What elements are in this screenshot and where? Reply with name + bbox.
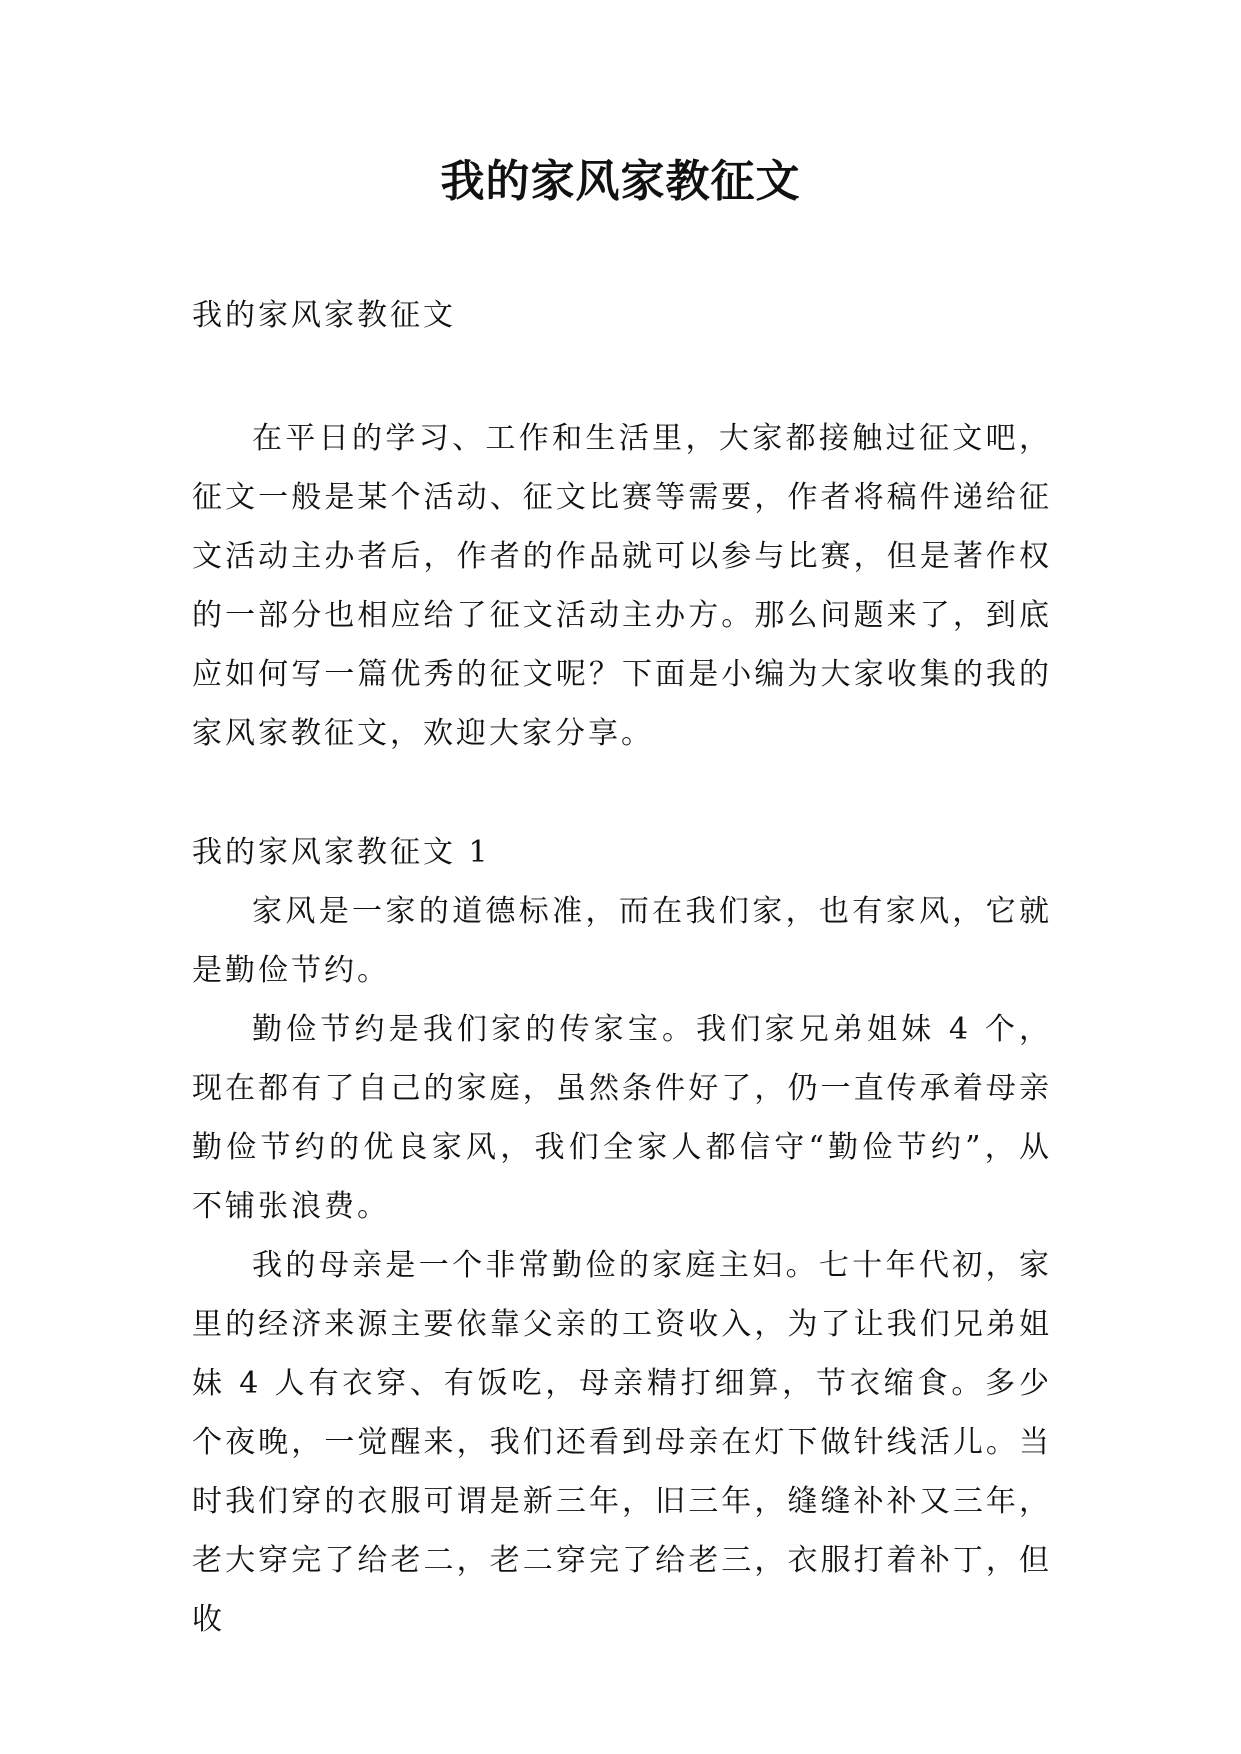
- body-paragraph: 家风是一家的道德标准，而在我们家，也有家风，它就是勤俭节约。: [192, 894, 1052, 988]
- document-body: [192, 286, 1052, 1649]
- spacer: [192, 763, 1052, 823]
- document-title: 我的家风家教征文: [440, 156, 801, 207]
- intro-paragraph: 在平日的学习、工作和生活里，大家都接触过征文吧，征文一般是某个活动、征文比赛等需要，作者将稿件递给征文活动主办者后，作者的作品就可以参与比赛，但是著作权的一部分也相应给了征文活动主办方。那么问题来了，到底应如何写一篇优秀的征文呢？下面是小编为大家收集的我的家风家教征文，欢迎大家分享。: [192, 421, 1052, 751]
- section-heading: 我的家风家教征文 1: [192, 835, 491, 870]
- document-subtitle: 我的家风家教征文: [192, 298, 456, 333]
- spacer: [192, 345, 1052, 409]
- body-paragraph: 我的母亲是一个非常勤俭的家庭主妇。七十年代初，家里的经济来源主要依靠父亲的工资收入，为了让我们兄弟姐妹 4 人有衣穿、有饭吃，母亲精打细算，节衣缩食。多少个夜晚，一觉醒来，我们还看到母亲在灯下做针线活儿。当时我们穿的衣服可谓是新三年，旧三年，缝缝补补又三年，老大穿完了给老二，老二穿完了给老三，衣服打着补丁，但收: [192, 1248, 1052, 1637]
- body-paragraph: 勤俭节约是我们家的传家宝。我们家兄弟姐妹 4 个，现在都有了自己的家庭，虽然条件好了，仍一直传承着母亲勤俭节约的优良家风，我们全家人都信守“勤俭节约”，从不铺张浪费。: [192, 1012, 1052, 1224]
